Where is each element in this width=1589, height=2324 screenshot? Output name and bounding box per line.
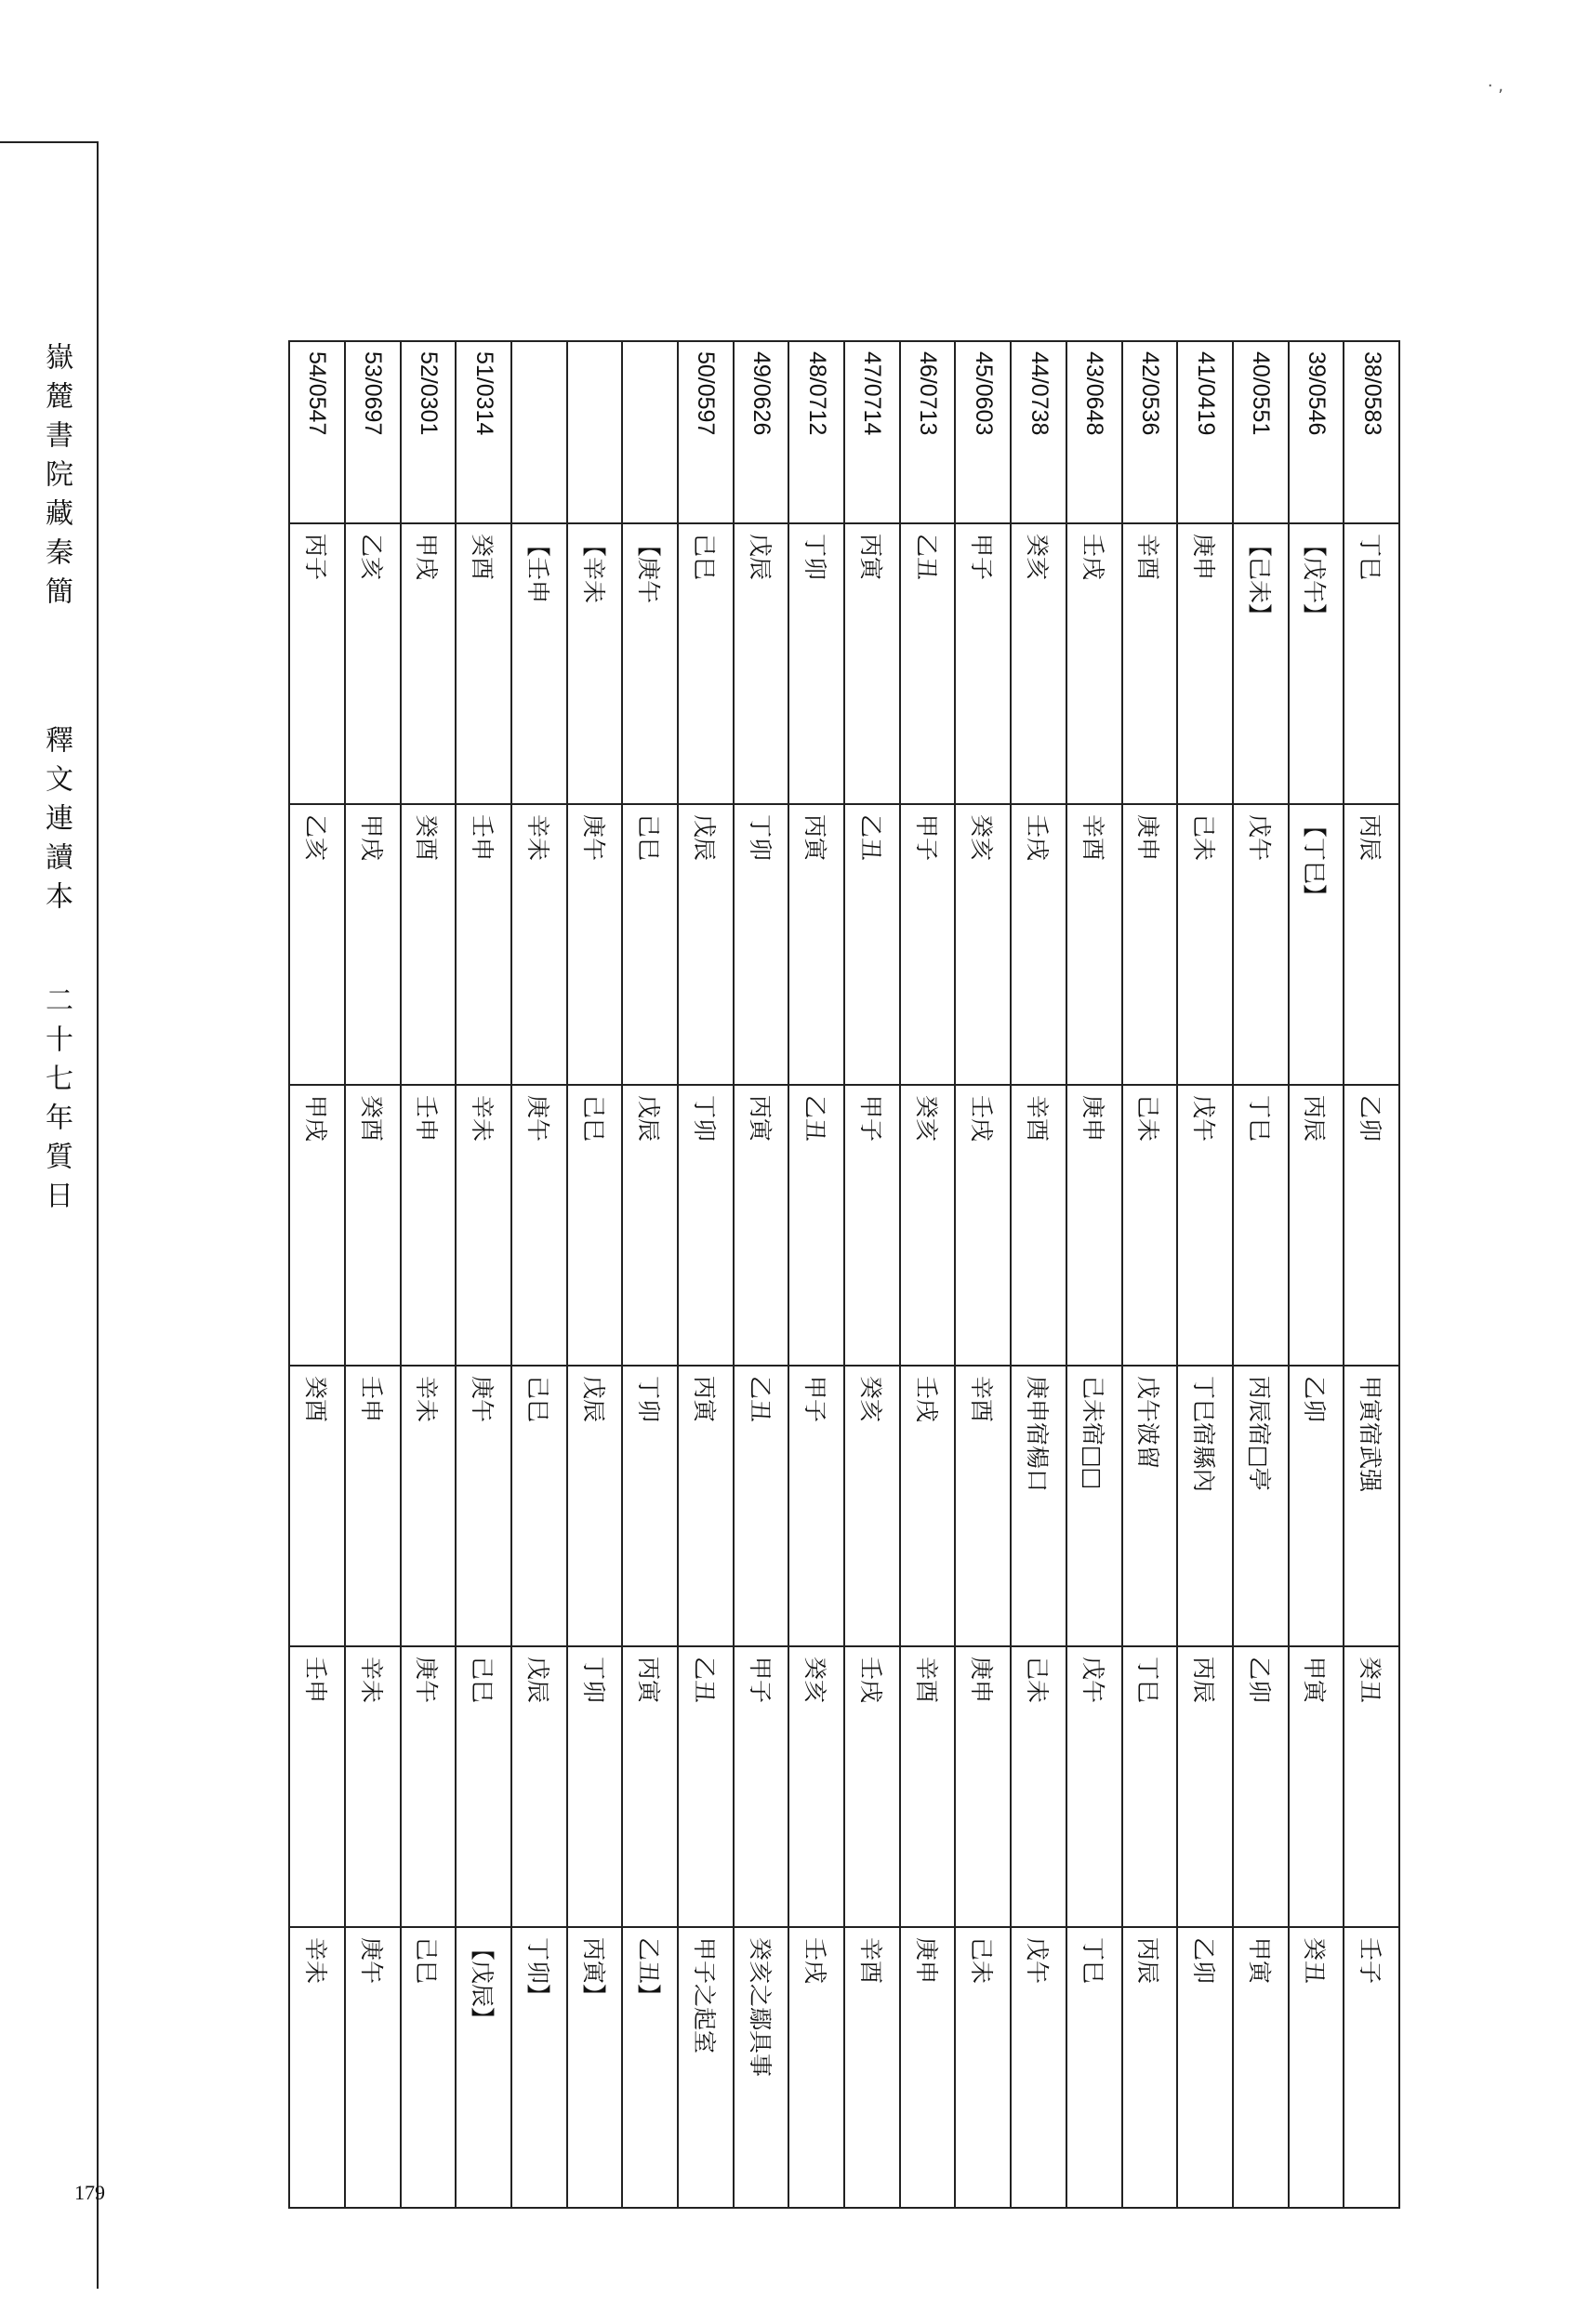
table-row	[401, 341, 457, 2208]
day-cell: 辛酉	[1122, 523, 1178, 804]
table-row	[844, 341, 900, 2208]
day-cell: 辛酉	[1011, 1085, 1066, 1366]
left-margin-rule-vertical	[97, 141, 99, 2289]
day-cell: 丁卯	[734, 804, 789, 1085]
day-cell: 丁卯	[678, 1085, 734, 1366]
day-cell: 壬戌	[1066, 523, 1122, 804]
day-cell: 己未宿□□	[1066, 1366, 1122, 1646]
day-cell: 己巳	[456, 1646, 511, 1927]
day-cell: 癸丑	[1344, 1646, 1399, 1927]
day-cell: 甲寅	[1233, 1927, 1289, 2208]
day-cell: 甲子	[956, 523, 1012, 804]
day-cell: 癸亥之鄢具事	[734, 1927, 789, 2208]
table-row	[345, 341, 401, 2208]
day-cell: 癸亥	[788, 1646, 844, 1927]
day-cell: 丁巳宿縣內	[1177, 1366, 1233, 1646]
day-cell: 己巳	[622, 804, 678, 1085]
day-cell: 甲寅	[1289, 1646, 1344, 1927]
calendar-table-body	[289, 341, 1399, 2208]
day-cell: 乙丑	[734, 1366, 789, 1646]
day-cell: 戊辰	[511, 1646, 567, 1927]
day-cell: 【辛未	[567, 523, 623, 804]
day-cell: 丙辰	[1122, 1927, 1178, 2208]
table-row	[734, 341, 789, 2208]
day-cell: 丁卯	[567, 1646, 623, 1927]
day-cell: 甲子	[788, 1366, 844, 1646]
day-cell: 甲寅宿武强	[1344, 1366, 1399, 1646]
left-margin-rule-horizontal	[0, 141, 97, 143]
day-cell: 壬戌	[788, 1927, 844, 2208]
slip-number-cell: 41/0419	[1177, 341, 1233, 523]
slip-number-cell: 51/0314	[456, 341, 511, 523]
day-cell: 乙卯	[1344, 1085, 1399, 1366]
day-cell: 乙亥	[345, 523, 401, 804]
day-cell: 戊辰	[678, 804, 734, 1085]
day-cell: 乙丑	[788, 1085, 844, 1366]
day-cell: 丙寅	[788, 804, 844, 1085]
day-cell: 庚申	[956, 1646, 1012, 1927]
slip-number-cell: 53/0697	[345, 341, 401, 523]
book-title: 嶽麓書院藏秦簡	[40, 342, 73, 615]
day-cell: 【己未】	[1233, 523, 1289, 804]
stray-mark: · ,	[1487, 76, 1503, 96]
day-cell: 乙亥	[289, 804, 345, 1085]
series-title: 釋文連讀本	[40, 725, 73, 920]
table-row	[900, 341, 956, 2208]
day-cell: 丙寅	[678, 1366, 734, 1646]
day-cell: 丙寅	[734, 1085, 789, 1366]
day-cell: 癸酉	[401, 804, 457, 1085]
day-cell: 辛未	[289, 1927, 345, 2208]
day-cell: 【丁巳】	[1289, 804, 1344, 1085]
table-row	[1233, 341, 1289, 2208]
slip-number-cell: 50/0597	[678, 341, 734, 523]
table-row	[1011, 341, 1066, 2208]
slip-number-cell: 54/0547	[289, 341, 345, 523]
day-cell: 癸亥	[1011, 523, 1066, 804]
day-cell: 丁巳	[1344, 523, 1399, 804]
day-cell: 己巳	[678, 523, 734, 804]
day-cell: 己未	[1122, 1085, 1178, 1366]
day-cell: 癸酉	[345, 1085, 401, 1366]
table-row	[1066, 341, 1122, 2208]
day-cell: 癸酉	[456, 523, 511, 804]
table-row	[1122, 341, 1178, 2208]
slip-number-cell: 45/0603	[956, 341, 1012, 523]
table-row	[956, 341, 1012, 2208]
table-row	[511, 341, 567, 2208]
day-cell: 辛酉	[844, 1927, 900, 2208]
slip-number-cell	[622, 341, 678, 523]
day-cell: 辛酉	[1066, 804, 1122, 1085]
day-cell: 乙丑】	[622, 1927, 678, 2208]
day-cell: 丁卯	[622, 1366, 678, 1646]
day-cell: 乙丑	[900, 523, 956, 804]
day-cell: 庚午	[345, 1927, 401, 2208]
day-cell: 庚申	[900, 1927, 956, 2208]
slip-number-cell: 47/0714	[844, 341, 900, 523]
day-cell: 丙辰	[1177, 1646, 1233, 1927]
day-cell: 壬子	[1344, 1927, 1399, 2208]
day-cell: 戊午	[1233, 804, 1289, 1085]
day-cell: 癸酉	[289, 1366, 345, 1646]
section-title: 二十七年質日	[40, 985, 73, 1220]
slip-number-cell: 42/0536	[1122, 341, 1178, 523]
day-cell: 丙寅	[622, 1646, 678, 1927]
table-row	[289, 341, 345, 2208]
slip-number-cell: 49/0626	[734, 341, 789, 523]
calendar-table	[288, 340, 1400, 2209]
day-cell: 辛未	[401, 1366, 457, 1646]
day-cell: 壬申	[401, 1085, 457, 1366]
day-cell: 癸亥	[956, 804, 1012, 1085]
day-cell: 庚申	[1066, 1085, 1122, 1366]
day-cell: 丁卯】	[511, 1927, 567, 2208]
slip-number-cell: 38/0583	[1344, 341, 1399, 523]
day-cell: 己巳	[401, 1927, 457, 2208]
day-cell: 甲子之起室	[678, 1927, 734, 2208]
day-cell: 戊午	[1011, 1927, 1066, 2208]
table-row	[788, 341, 844, 2208]
day-cell: 己巳	[511, 1366, 567, 1646]
slip-number-cell: 44/0738	[1011, 341, 1066, 523]
day-cell: 丙子	[289, 523, 345, 804]
day-cell: 丙辰宿□亭	[1233, 1366, 1289, 1646]
day-cell: 戊辰	[734, 523, 789, 804]
day-cell: 甲戌	[345, 804, 401, 1085]
day-cell: 【戊午】	[1289, 523, 1344, 804]
day-cell: 丙寅	[844, 523, 900, 804]
day-cell: 丁巳	[1122, 1646, 1178, 1927]
day-cell: 丙辰	[1289, 1085, 1344, 1366]
day-cell: 【庚午	[622, 523, 678, 804]
page-number: 179	[74, 2181, 105, 2204]
day-cell: 甲戌	[289, 1085, 345, 1366]
table-row	[567, 341, 623, 2208]
day-cell: 己未	[956, 1927, 1012, 2208]
day-cell: 辛未	[511, 804, 567, 1085]
day-cell: 丁卯	[788, 523, 844, 804]
day-cell: 乙丑	[678, 1646, 734, 1927]
day-cell: 壬戌	[956, 1085, 1012, 1366]
table-row	[1344, 341, 1399, 2208]
day-cell: 【戊辰】	[456, 1927, 511, 2208]
day-cell: 癸亥	[844, 1366, 900, 1646]
day-cell: 壬戌	[844, 1646, 900, 1927]
slip-number-cell	[511, 341, 567, 523]
day-cell: 甲子	[734, 1646, 789, 1927]
slip-number-cell: 52/0301	[401, 341, 457, 523]
slip-number-cell	[567, 341, 623, 523]
day-cell: 己巳	[567, 1085, 623, 1366]
day-cell: 丙寅】	[567, 1927, 623, 2208]
day-cell: 庚午	[401, 1646, 457, 1927]
table-row	[456, 341, 511, 2208]
day-cell: 辛未	[345, 1646, 401, 1927]
slip-number-cell: 48/0712	[788, 341, 844, 523]
slip-number-cell: 40/0551	[1233, 341, 1289, 523]
day-cell: 己未	[1177, 804, 1233, 1085]
day-cell: 甲子	[900, 804, 956, 1085]
day-cell: 庚午	[567, 804, 623, 1085]
day-cell: 【壬申	[511, 523, 567, 804]
day-cell: 乙卯	[1289, 1366, 1344, 1646]
day-cell: 癸丑	[1289, 1927, 1344, 2208]
day-cell: 壬申	[289, 1646, 345, 1927]
day-cell: 丙辰	[1344, 804, 1399, 1085]
day-cell: 甲子	[844, 1085, 900, 1366]
day-cell: 戊午	[1066, 1646, 1122, 1927]
day-cell: 丁巳	[1233, 1085, 1289, 1366]
day-cell: 丁巳	[1066, 1927, 1122, 2208]
table-row	[1177, 341, 1233, 2208]
day-cell: 癸亥	[900, 1085, 956, 1366]
slip-number-cell: 46/0713	[900, 341, 956, 523]
day-cell: 壬申	[456, 804, 511, 1085]
day-cell: 戊午	[1177, 1085, 1233, 1366]
day-cell: 辛酉	[956, 1366, 1012, 1646]
day-cell: 戊辰	[622, 1085, 678, 1366]
day-cell: 壬申	[345, 1366, 401, 1646]
day-cell: 庚申	[1122, 804, 1178, 1085]
day-cell: 庚午	[511, 1085, 567, 1366]
day-cell: 庚午	[456, 1366, 511, 1646]
day-cell: 庚申宿楊口	[1011, 1366, 1066, 1646]
day-cell: 戊辰	[567, 1366, 623, 1646]
day-cell: 乙卯	[1177, 1927, 1233, 2208]
table-row	[678, 341, 734, 2208]
day-cell: 辛未	[456, 1085, 511, 1366]
day-cell: 己未	[1011, 1646, 1066, 1927]
day-cell: 甲戌	[401, 523, 457, 804]
slip-number-cell: 43/0648	[1066, 341, 1122, 523]
day-cell: 乙卯	[1233, 1646, 1289, 1927]
day-cell: 戊午波留	[1122, 1366, 1178, 1646]
day-cell: 乙丑	[844, 804, 900, 1085]
day-cell: 庚申	[1177, 523, 1233, 804]
day-cell: 壬戌	[900, 1366, 956, 1646]
table-row	[622, 341, 678, 2208]
day-cell: 辛酉	[900, 1646, 956, 1927]
day-cell: 壬戌	[1011, 804, 1066, 1085]
calendar-table-container	[288, 340, 1400, 2207]
table-row	[1289, 341, 1344, 2208]
slip-number-cell: 39/0546	[1289, 341, 1344, 523]
